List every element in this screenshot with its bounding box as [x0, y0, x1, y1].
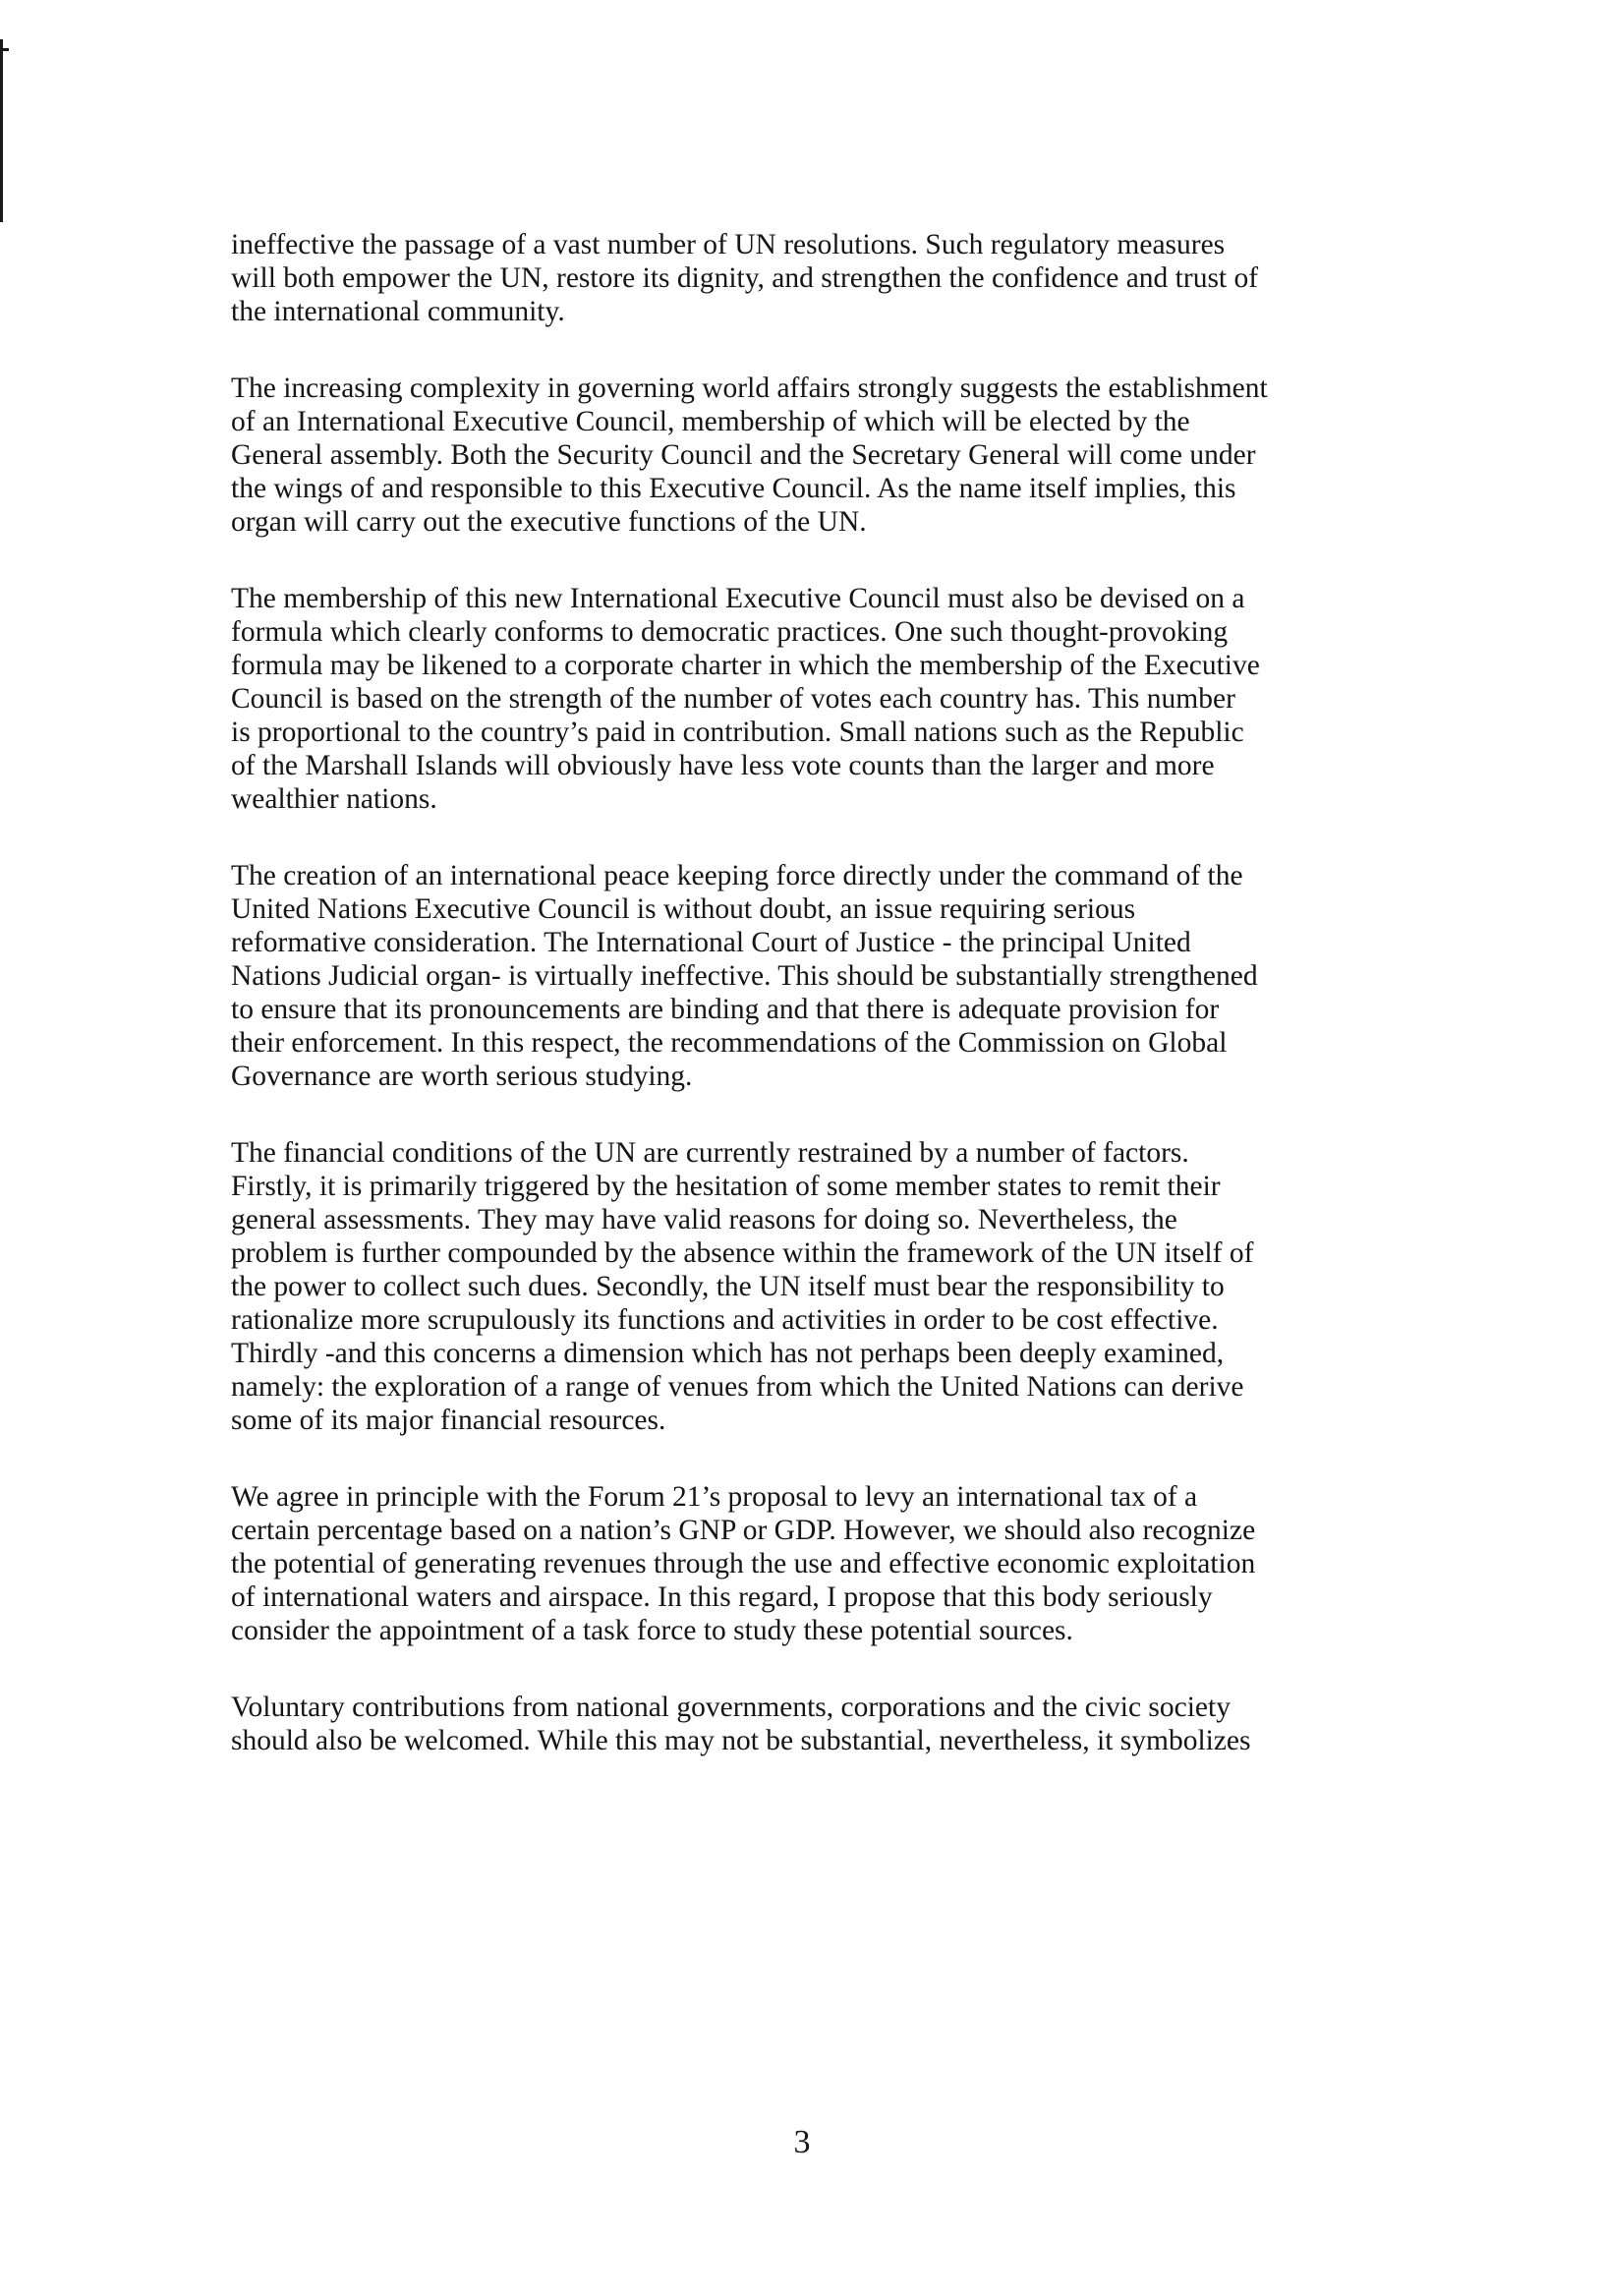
- paragraph-line: the international community.: [231, 296, 565, 327]
- paragraph-5: [231, 1136, 1415, 1437]
- paragraph-line: wealthier nations.: [231, 783, 437, 815]
- paragraph-line: should also be welcomed. While this may not be substantial, nevertheless, it symbolizes: [231, 1725, 1251, 1756]
- paragraph-line: the wings of and responsible to this Executive Council. As the name itself implies, this: [231, 473, 1236, 504]
- paragraph-6: [231, 1480, 1415, 1647]
- paragraph-line: is proportional to the country’s paid in contribution. Small nations such as the Republic: [231, 717, 1244, 748]
- paragraph-line: namely: the exploration of a range of venues from which the United Nations can derive: [231, 1371, 1244, 1403]
- paragraph-line: formula which clearly conforms to democratic practices. One such thought-provoking: [231, 616, 1229, 648]
- paragraph-line: We agree in principle with the Forum 21’s proposal to levy an international tax of a: [231, 1481, 1198, 1513]
- paragraph-line: Thirdly -and this concerns a dimension which has not perhaps been deeply examined,: [231, 1338, 1225, 1369]
- paragraph-line: Nations Judicial organ- is virtually ineffective. This should be substantially strengthened: [231, 960, 1258, 992]
- paragraph-line: The increasing complexity in governing world affairs strongly suggests the establishment: [231, 373, 1268, 404]
- paragraph-line: will both empower the UN, restore its dignity, and strengthen the confidence and trust of: [231, 262, 1259, 294]
- scan-edge-tick: [0, 48, 9, 51]
- paragraph-line: The membership of this new International Executive Council must also be devised on a: [231, 583, 1245, 614]
- paragraph-line: Voluntary contributions from national governments, corporations and the civic society: [231, 1692, 1231, 1723]
- page-number: 3: [793, 2124, 811, 2160]
- paragraph-line: the power to collect such dues. Secondly, the UN itself must bear the responsibility to: [231, 1271, 1225, 1302]
- paragraph-3: [231, 582, 1415, 816]
- paragraph-line: general assessments. They may have valid reasons for doing so. Nevertheless, the: [231, 1204, 1177, 1235]
- paragraph-line: The financial conditions of the UN are currently restrained by a number of factors.: [231, 1137, 1189, 1169]
- paragraph-line: The creation of an international peace keeping force directly under the command of the: [231, 860, 1243, 891]
- paragraph-line: formula may be likened to a corporate charter in which the membership of the Executive: [231, 650, 1260, 681]
- paragraph-line: to ensure that its pronouncements are binding and that there is adequate provision for: [231, 994, 1220, 1025]
- document-body: [231, 228, 1415, 1801]
- paragraph-line: Council is based on the strength of the number of votes each country has. This number: [231, 683, 1235, 715]
- paragraph-line: consider the appointment of a task force to study these potential sources.: [231, 1615, 1073, 1646]
- paragraph-line: certain percentage based on a nation’s GNP or GDP. However, we should also recognize: [231, 1515, 1256, 1546]
- paragraph-2: [231, 372, 1415, 539]
- paragraph-7: [231, 1691, 1415, 1757]
- scan-edge-mark: [0, 39, 3, 222]
- paragraph-line: United Nations Executive Council is without doubt, an issue requiring serious: [231, 893, 1136, 925]
- paragraph-line: of international waters and airspace. In this regard, I propose that this body seriously: [231, 1581, 1213, 1613]
- paragraph-line: reformative consideration. The International Court of Justice - the principal United: [231, 927, 1191, 958]
- paragraph-line: Governance are worth serious studying.: [231, 1061, 693, 1092]
- paragraph-line: Firstly, it is primarily triggered by the hesitation of some member states to remit their: [231, 1171, 1221, 1202]
- paragraph-line: the potential of generating revenues through the use and effective economic exploitation: [231, 1548, 1256, 1579]
- paragraph-line: some of its major financial resources.: [231, 1405, 666, 1436]
- paragraph-line: ineffective the passage of a vast number of UN resolutions. Such regulatory measures: [231, 229, 1226, 260]
- paragraph-line: problem is further compounded by the absence within the framework of the UN itself of: [231, 1237, 1254, 1269]
- paragraph-line: General assembly. Both the Security Council and the Secretary General will come under: [231, 439, 1256, 471]
- paragraph-line: organ will carry out the executive functions of the UN.: [231, 506, 867, 538]
- paragraph-line: of an International Executive Council, membership of which will be elected by the: [231, 406, 1190, 437]
- paragraph-line: of the Marshall Islands will obviously have less vote counts than the larger and more: [231, 750, 1215, 781]
- paragraph-1: [231, 228, 1415, 328]
- paragraph-4: [231, 859, 1415, 1093]
- paragraph-line: rationalize more scrupulously its functions and activities in order to be cost effective.: [231, 1304, 1219, 1336]
- paragraph-line: their enforcement. In this respect, the recommendations of the Commission on Global: [231, 1027, 1228, 1059]
